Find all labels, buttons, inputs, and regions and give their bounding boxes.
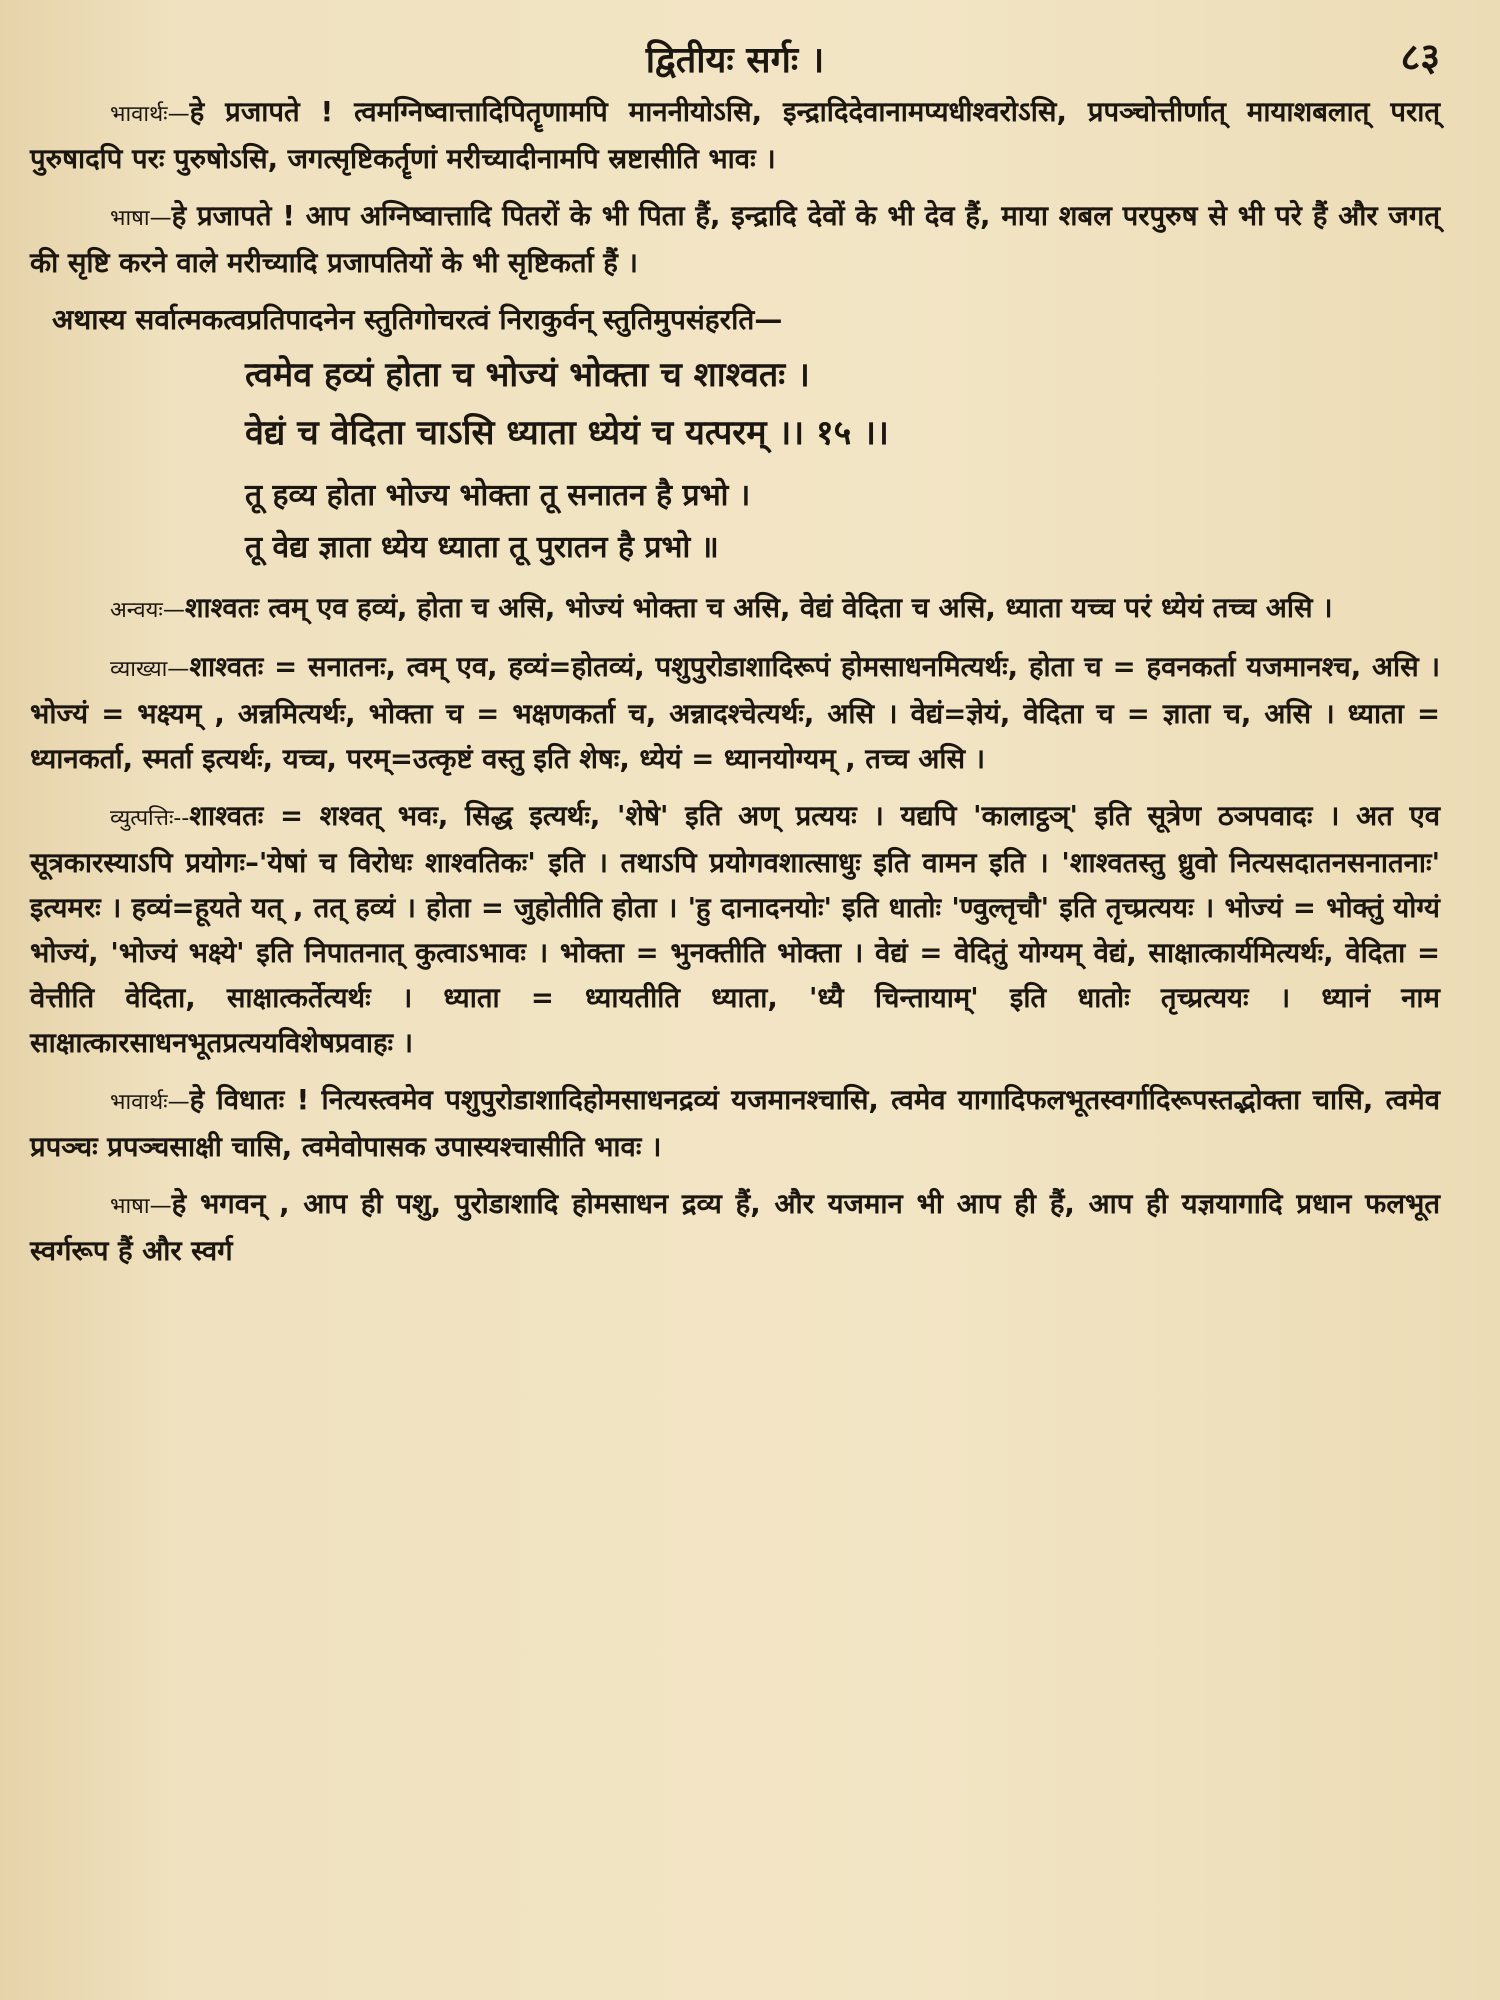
bhavarth-paragraph-2 (30, 1078, 1440, 1170)
paragraph-text: शाश्वतः त्वम् एव हव्यं, होता च असि, भोज्यं भोक्ता च असि, वेद्यं वेदिता च असि, ध्याता यच्च परं ध्येयं तच्च असि । (184, 592, 1333, 624)
paragraph-text: हे भगवन् , आप ही पशु, पुरोडाशादि होमसाधन द्रव्य हैं, और यजमान भी आप ही हैं, आप ही यज्ञयागादि प्रधान फलभूत स्वर्गरूप हैं और स्वर्ग (30, 1188, 1440, 1267)
paragraph-label: अन्वयः— (110, 598, 185, 623)
anvaya-paragraph (30, 586, 1440, 633)
paragraph-label: व्युत्पत्तिः-- (110, 806, 190, 831)
page-header (30, 28, 1440, 90)
paragraph-text: हे विधातः ! नित्यस्त्वमेव पशुपुरोडाशादिहोमसाधनद्रव्यं यजमानश्चासि, त्वमेव यागादिफलभूतस्वर्गादिरूपस्तद्भोक्ता चासि, त्वमेव प्रपञ्चः प्रपञ्चसाक्षी चासि, त्वमेवोपासक उपास्यश्चासीति भावः । (30, 1084, 1440, 1163)
paragraph-text: हे प्रजापते ! आप अग्निष्वात्तादि पितरों के भी पिता हैं, इन्द्रादि देवों के भी देव हैं, माया शबल परपुरुष से भी परे हैं और जगत् की सृष्टि करने वाले मरीच्यादि प्रजापतियों के भी सृष्टिकर्ता हैं । (30, 200, 1440, 279)
paragraph-text: हे प्रजापते ! त्वमग्निष्वात्तादिपितॄणामपि माननीयोऽसि, इन्द्रादिदेवानामप्यधीश्वरोऽसि, प्रपञ्चोत्तीर्णात् मायाशबलात् परात् पुरुषादपि परः पुरुषोऽसि, जगत्सृष्टिकर्तॄणां मरीच्यादीनामपि स्रष्टासीति भावः । (30, 96, 1440, 175)
page-number: ८३ (1400, 35, 1440, 79)
paragraph-text: शाश्वतः = सनातनः, त्वम् एव, हव्यं=होतव्यं, पशुपुरोडाशादिरूपं होमसाधनमित्यर्थः, होता च = हवनकर्ता यजमानश्च, असि । भोज्यं = भक्ष्यम् , अन्नमित्यर्थः, भोक्ता च = भक्षणकर्ता च, अन्नादश्चेत्यर्थः, असि । वेद्यं=ज्ञेयं, वेदिता च = ज्ञाता च, असि । ध्याता = ध्यानकर्ता, स्मर्ता इत्यर्थः, यच्च, परम्=उत्कृष्टं वस्तु इति शेषः, ध्येयं = ध्यानयोग्यम् , तच्च असि । (30, 651, 1440, 775)
bhasha-paragraph-2 (30, 1182, 1440, 1274)
hindi-verse-line: तू वेद्य ज्ञाता ध्येय ध्याता तू पुरातन है प्रभो ॥ (245, 530, 719, 565)
paragraph-label: भावार्थः— (110, 102, 190, 127)
paragraph-label: व्याख्या— (110, 657, 190, 682)
paragraph-text: शाश्वतः = शश्वत् भवः, सिद्ध इत्यर्थः, 'शेषे' इति अण् प्रत्ययः । यद्यपि 'कालाट्ठञ्' इति सूत्रेण ठञपवादः । अत एव सूत्रकारस्याऽपि प्रयोगः–'येषां च विरोधः शाश्वतिकः' इति । तथाऽपि प्रयोगवशात्साधुः इति वामन इति । 'शाश्वतस्तु ध्रुवो नित्यसदातनसनातनाः' इत्यमरः । हव्यं=हूयते यत् , तत् हव्यं । होता = जुहोतीति होता । 'हु दानादनयोः' इति धातोः 'ण्वुल्तृचौ' इति तृच्प्रत्ययः । भोज्यं = भोक्तुं योग्यं भोज्यं, 'भोज्यं भक्ष्ये' इति निपातनात् कुत्वाऽभावः । भोक्ता = भुनक्तीति भोक्ता । वेद्यं = वेदितुं योग्यम् वेद्यं, साक्षात्कार्यमित्यर्थः, वेदिता = वेत्तीति वेदिता, साक्षात्कर्तेत्यर्थः । ध्याता = ध्यायतीति ध्याता, 'ध्यै चिन्तायाम्' इति धातोः तृच्प्रत्ययः । ध्यानं नाम साक्षात्कारसाधनभूतप्रत्ययविशेषप्रवाहः । (30, 800, 1440, 1059)
vyutpatti-paragraph (30, 794, 1440, 1066)
bhavarth-paragraph (30, 90, 1440, 182)
paragraph-label: भावार्थः— (110, 1090, 190, 1115)
verse-introduction: अथास्य सर्वात्मकत्वप्रतिपादनेन स्तुतिगोचरत्वं निराकुर्वन् स्तुतिमुपसंहरति— (52, 303, 783, 336)
bhasha-paragraph (30, 194, 1440, 286)
verse-line: वेद्यं च वेदिता चाऽसि ध्याता ध्येयं च यत्परम् ।। १५ ।। (245, 413, 889, 453)
paragraph-label: भाषा— (110, 206, 172, 231)
vyakhya-paragraph (30, 645, 1440, 782)
paragraph-label: भाषा— (110, 1194, 172, 1219)
sanskrit-verse (245, 346, 1440, 462)
verse-line: त्वमेव हव्यं होता च भोज्यं भोक्ता च शाश्वतः । (245, 355, 810, 395)
hindi-verse (245, 470, 1440, 574)
hindi-verse-line: तू हव्य होता भोज्य भोक्ता तू सनातन है प्रभो । (245, 478, 751, 513)
running-head: द्वितीयः सर्गः । (645, 40, 825, 81)
